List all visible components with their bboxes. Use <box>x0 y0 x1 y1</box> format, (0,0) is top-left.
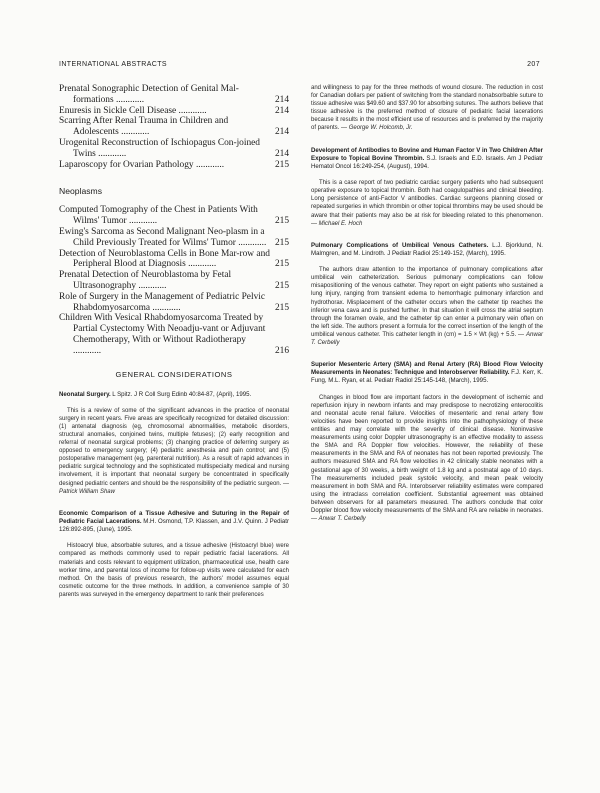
toc-section-heading: Neoplasms <box>59 186 102 197</box>
toc-entry[interactable]: Scarring After Renal Trauma in Children and Adolescents ............ 214 <box>59 116 289 138</box>
abstract-antibodies-factor-v <box>311 147 543 228</box>
abstract-body: Histoacryl blue, absorbable sutures, and a tissue adhesive (Histoacryl blue) were compared as methods commonly used to repair pediatric facial lacerations. All materials and costs relevant to equipment utilization, pharmaceutical use, health care worker time, and parental loss of income for follow-up visits were calculated for each method. On the basis of previous research, the authors' model assumes equal cosmetic outcome for the three methods. In addition, a convenience sample of 30 parents was surveyed in the emergency department to rank their preferences <box>59 543 289 598</box>
abstract-title: Economic Comparison of a Tissue Adhesive and Suturing in the Repair of Pediatric Facial Lacerations. <box>59 509 289 525</box>
running-head <box>59 61 540 73</box>
toc-entry[interactable]: Urogenital Reconstruction of Ischiopagus Con-joined Twins ............ 214 <box>59 137 289 159</box>
toc-entry[interactable]: Children With Vesical Rhabdomyosarcoma Treated by Partial Cystectomy With Neoadju-vant or Adjuvant Chemotherapy, With or Without Radiotherapy ............ 216 <box>59 313 289 356</box>
abstract-body: Changes in blood flow are important factors in the development of ischemic and reperfusion injury in newborn infants and may predispose to necrotizing enterocolitis and neonatal acute renal failure. Velocities of mesenteric and renal artery flow velocities have been reported to provide insights into the pathophysiology of these entities and may correlate with the severity of clinical disease. Noninvasive measurements using color Doppler ultrasonography is an effective modality to assess the SMA and RA Doppler flow velocities. However, the reliability of these measurements in the SMA and RA of neonates has not been reported previously. The authors measured SMA and RA flow velocities in 42 clinically stable neonates with a gestational age of 30 weeks, a birth weight of 1.8 kg and a postnatal age of 10 days. The measurements included peak systolic velocity, and mean peak velocity measurement in both SMA and RA. Interobserver reliability estimates were compared using the intraclass correlation coefficient. Substantial agreement was obtained between observers for all parameters measured. The authors conclude that color Doppler blood flow velocity measurements of the SMA and RA are reliable in neonates. — Anwar T. Cerbelly <box>311 394 543 523</box>
toc-entry[interactable]: Prenatal Detection of Neuroblastoma by Fetal Ultrasonography ............ 215 <box>59 270 289 291</box>
abstract-citation: L Spitz. J R Coll Surg Edinb 40:84-87, (April), 1995. <box>112 390 252 398</box>
abstract-heading <box>59 391 289 399</box>
running-head-title: INTERNATIONAL ABSTRACTS <box>59 61 167 68</box>
toc-entry[interactable]: Detection of Neuroblastoma Cells in Bone Mar-row and Peripheral Blood at Diagnosis ............ 215 <box>59 248 289 270</box>
toc-entry[interactable]: Laparoscopy for Ovarian Pathology ............ 215 <box>59 159 289 170</box>
abstract-umbilical-catheters <box>311 242 543 347</box>
abstract-citation: S.J. Israels and E.D. Israels. Am J Pediatr Hematol Oncol 16:249-254, (August), 1994. <box>311 154 543 170</box>
toc-entry[interactable]: Role of Surgery in the Management of Pediatric Pelvic Rhabdomyosarcoma ............ 215 <box>59 291 289 313</box>
abstract-economic-comparison <box>59 510 289 599</box>
abstract-signature: Anwar T. Cerbelly <box>318 516 366 523</box>
abstract-body: and willingness to pay for the three methods of wound closure. The reduction in cost for Canadian dollars per patient of switching from the standard nonabsorbable suture to tissue adhesive was $49.60 and $37.90 for absorbing sutures. The authors believe that tissue adhesive is the preferred method of closure of pediatric facial lacerations because it results in the most efficient use of resources and is preferred by the majority of parents. — George W. Holcomb, Jr. <box>311 85 543 132</box>
abstract-signature: Michael E. Hoch <box>318 220 363 227</box>
abstract-citation: L.J. Bjorklund, N. Malmgren, and M. Lindroth. J Pediatr Radiol 25:149-152, (March), 1995. <box>311 241 543 257</box>
abstract-signature: Patrick William Shaw <box>59 488 115 495</box>
toc-entry[interactable]: Enuresis in Sickle Cell Disease ............ 214 <box>59 105 289 116</box>
abstract-heading <box>311 242 543 258</box>
abstract-title: Neonatal Surgery. <box>59 390 111 398</box>
abstract-body: This is a case report of two pediatric cardiac surgery patients who had subsequent operative exposure to topical thrombin. Both had coagulopathies and clinical bleeding. Long persistence of anti-Factor V antibodies. Cardiac surgeons planning closed or repeated surgeries in which thrombin or other topical thrombins may be used should be aware that their patients may also be at risk for bleeding related to this phenomenon. — Michael E. Hoch <box>311 180 543 227</box>
toc-entry[interactable]: Ewing's Sarcoma as Second Malignant Neo-plasm in a Child Previously Treated for Wilms' Tumor ............ 215 <box>59 226 289 248</box>
left-column <box>59 84 289 613</box>
abstract-title: Pulmonary Complications of Umbilical Venous Catheters. <box>311 241 489 249</box>
toc-group-1 <box>59 84 289 170</box>
page-number: 207 <box>527 61 540 68</box>
abstract-signature: Anwar T. Cerbelly <box>311 331 543 346</box>
toc-entry[interactable]: Prenatal Sonographic Detection of Genital Mal-formations ............ 214 <box>59 84 289 105</box>
abstract-signature: George W. Holcomb, Jr. <box>348 125 413 132</box>
abstract-heading <box>59 510 289 535</box>
abstract-title: Development of Antibodies to Bovine and Human Factor V in Two Children After Exposure to Topical Bovine Thrombin. <box>311 146 543 162</box>
abstract-continuation <box>311 84 543 133</box>
abstract-citation: M.H. Osmond, T.P. Klassen, and J.V. Quinn. J Pediatr 126:892-895, (June), 1995. <box>59 517 289 534</box>
abstract-neonatal-surgery <box>59 391 289 496</box>
abstract-body: The authors draw attention to the importance of pulmonary complications after umbilical vein catheterization. Serious pulmonary complications can follow misapositioning of the venous catheter. They report on eight patients who sustained a lung injury, ranging from transient edema to hemorrhagic pulmonary infarction and hydrothorax. Misplacement of the catheter occurs when the catheter tip reaches the inferior vena cava and is pushed further. In that situation it will cross the atrial septum through the foramen ovale, and the catheter tip can enter a pulmonary vein often on the left side. The authors present a formula for the correct insertion of the length of the umbilical venous catheter. This catheter length in (cm) = 1.5 × Wt (kg) + 5.5. — Anwar T. Cerbelly <box>311 267 543 346</box>
abstract-sma-ra-doppler <box>311 361 543 523</box>
right-column <box>311 84 543 537</box>
abstract-title: Superior Mesenteric Artery (SMA) and Renal Artery (RA) Blood Flow Velocity Measurements in Neonates: Technique and Interobserver Reliability. <box>311 361 543 377</box>
abstract-heading <box>311 361 543 386</box>
toc-group-2 <box>59 205 289 356</box>
abstract-body: This is a review of some of the significant advances in the practice of neonatal surgery in recent years. Five areas are specifically recognized for detailed discussion: (1) antenatal diagnosis (eg, chromosomal abnormalities, metabolic disorders, structural anomalies, conjoined twins, multiple fetuses); (2) early recognition and referral of neonatal surgical problems; (3) changing practice of deferring surgery as opposed to emergency surgery; (4) pediatric anesthesia and pain control; and (5) postoperative management (eg, parenteral nutrition). As a result of rapid advances in pediatric surgical technology and the sophisticated multispecialty medical and nursing involvement, it is important that neonatal surgery be concentrated in specifically designed pediatric centers and should be the responsibility of the pediatric surgeon. — Patrick William Shaw <box>59 407 289 495</box>
abstract-citation: F.J. Kerr, K. Fung, M.L. Ryan, et al. Pediatr Radiol 25:145-148, (March), 1995. <box>311 369 543 385</box>
abstract-heading <box>311 147 543 172</box>
toc-entry[interactable]: Computed Tomography of the Chest in Patients With Wilms' Tumor ............ 215 <box>59 205 289 227</box>
section-heading-general: GENERAL CONSIDERATIONS <box>115 369 233 379</box>
